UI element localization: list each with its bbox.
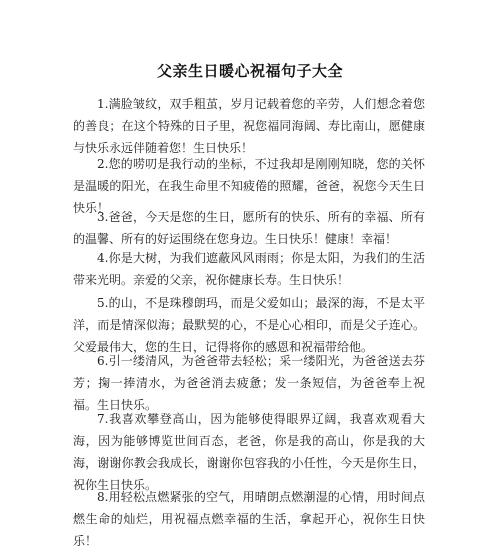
paragraph-8: 8.用轻松点燃紧张的空气，用晴朗点燃潮湿的心情，用时间点燃生命的灿烂，用祝福点燃幸福的生活，拿起开心，祝你生日快乐！ — [73, 490, 425, 548]
paragraph-3: 3.爸爸，今天是您的生日，愿所有的快乐、所有的幸福、所有的温馨、所有的好运围绕在您身边。生日快乐！健康！幸福！ — [73, 210, 425, 246]
paragraph-1: 1.满脸皱纹，双手粗茧，岁月记载着您的辛劳，人们想念着您的善良；在这个特殊的日子里，祝您福同海阔、寿比南山，愿健康与快乐永远伴随着您！生日快乐！ — [73, 97, 425, 155]
paragraph-2: 2.您的唠叨是我行动的坐标，不过我却是刚刚知晓，您的关怀是温暖的阳光，在我生命里不知疲倦的照耀，爸爸，祝您今天生日快乐！ — [73, 157, 425, 215]
paragraph-7: 7.我喜欢攀登高山，因为能够使得眼界辽阔，我喜欢观看大海，因为能够博览世间百态，老爸，你是我的高山，你是我的大海，谢谢你教会我成长，谢谢你包容我的小任性，今天是你生日，祝你生日快乐。 — [73, 412, 425, 492]
paragraph-4: 4.你是大树，为我们遮蔽风风雨雨；你是太阳，为我们的生活带来光明。亲爱的父亲，祝你健康长寿。生日快乐！ — [73, 251, 425, 287]
paragraph-5: 5.的山，不是珠穆朗玛，而是父爱如山；最深的海，不是太平洋，而是情深似海；最默契的心，不是心心相印，而是父子连心。父爱最伟大，您的生日，记得将你的感恩和祝福带给他。 — [73, 296, 425, 354]
paragraph-6: 6.引一缕清风，为爸爸带去轻松；采一缕阳光，为爸爸送去芬芳；掬一捧清水，为爸爸消去疲惫；发一条短信，为爸爸奉上祝福。生日快乐。 — [73, 354, 425, 412]
document-title: 父亲生日暖心祝福句子大全 — [156, 62, 343, 80]
